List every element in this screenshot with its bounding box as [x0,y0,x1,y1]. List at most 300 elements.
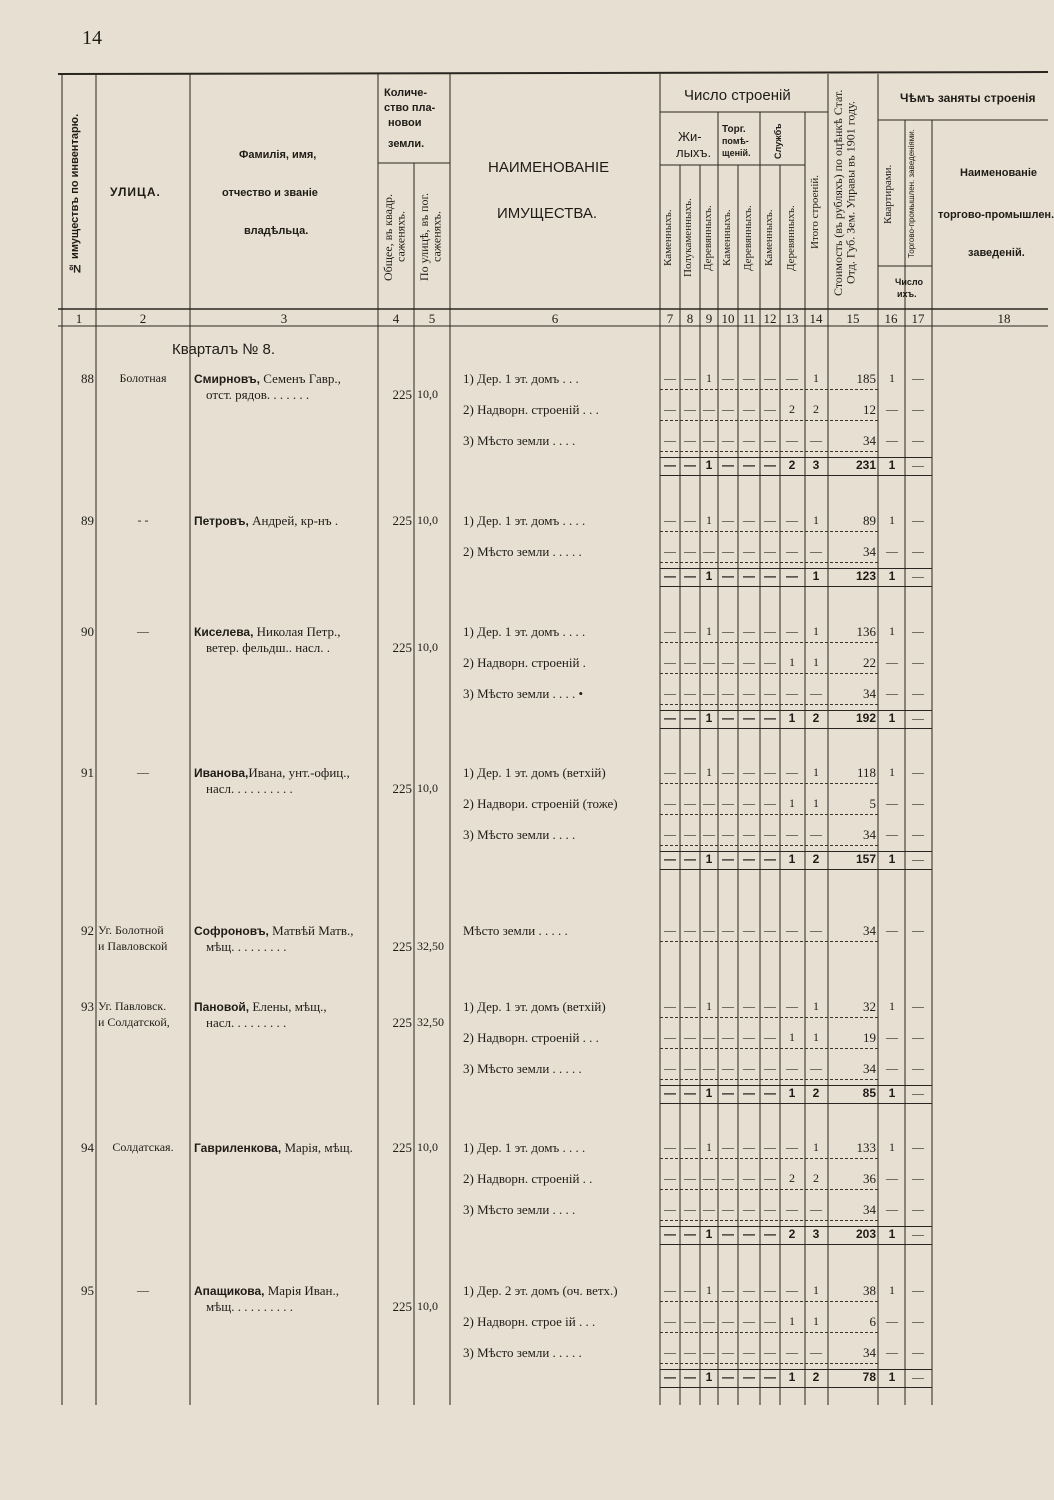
building-count: — [664,544,676,558]
entry-area: 225 [392,387,412,402]
item-underline [660,1079,878,1080]
item-underline [660,562,878,563]
header-est-name-l3: заведеній. [968,247,1025,259]
property-cost: 34 [863,1345,876,1360]
trade-count: — [912,433,924,447]
building-count: — [722,765,734,779]
quarter-title: Кварталъ № 8. [172,341,276,358]
building-count: — [743,655,755,669]
trade-count: — [912,1171,924,1185]
building-count: — [743,686,755,700]
building-count: — [684,923,696,937]
total-trade: — [912,1086,924,1100]
item-underline [660,673,878,674]
total-building-count: — [743,458,755,472]
trade-count: — [912,765,924,779]
total-trade: — [912,711,924,725]
total-cost: 78 [862,1370,876,1384]
building-count: — [743,923,755,937]
building-count: 1 [706,513,712,527]
column-number: 12 [763,311,777,326]
total-apartments: 1 [888,1086,896,1100]
apartments-count: — [886,655,898,669]
building-count: — [810,1345,822,1359]
entry-owner [194,1000,327,1013]
trade-count: — [912,686,924,700]
property-cost: 34 [863,544,876,559]
total-cost: 231 [855,458,876,472]
building-count: — [722,544,734,558]
header-land-l1: Количе- [384,87,428,99]
property-cost: 136 [856,624,876,639]
item-underline [660,451,878,452]
item-underline [660,1301,878,1302]
item-underline [660,1017,878,1018]
header-land-l2: ство пла- [384,102,436,114]
entry-street: Солдатская. [112,1140,174,1154]
apartments-count: 1 [889,624,895,638]
apartments-count: 1 [889,513,895,527]
column-number: 4 [392,311,400,326]
building-count: — [743,1314,755,1328]
building-count: — [684,796,696,810]
building-count: 2 [813,1171,819,1185]
total-rule-bottom [660,475,932,476]
total-building-count: — [764,458,776,472]
total-building-count: — [664,1227,676,1241]
column-number: 16 [884,311,898,326]
total-building-count: — [684,852,696,866]
header-service-stone: Каменныхъ. [763,209,775,267]
building-count: 2 [789,402,795,416]
entry-frontage: 10,0 [417,640,438,654]
building-count: — [703,1061,715,1075]
building-count: — [743,1171,755,1185]
entry-street: Уг. Павловск. [98,999,167,1013]
entry-owner [194,625,341,638]
building-count: — [764,827,776,841]
item-underline [660,1189,878,1190]
property-cost: 22 [863,655,876,670]
building-count: — [743,544,755,558]
building-count: — [743,999,755,1013]
building-count: — [684,1030,696,1044]
trade-count: — [912,1283,924,1297]
apartments-count: 1 [889,999,895,1013]
building-count: — [810,433,822,447]
total-rule-bottom [660,728,932,729]
building-count: — [684,433,696,447]
total-building-count: — [722,1227,734,1241]
total-building-count: 1 [788,852,796,866]
item-underline [660,1220,878,1221]
total-rule-bottom [660,1244,932,1245]
entry-number: 94 [81,1140,94,1155]
building-count: — [786,686,798,700]
entry-number: 92 [81,923,94,938]
column-number: 9 [705,311,713,326]
building-count: — [684,1140,696,1154]
header-inventory-no: № имуществъ по инвентарю. [69,113,81,275]
building-count: — [764,765,776,779]
apartments-count: — [886,686,898,700]
entry-street-line2: и Солдатской, [98,1015,170,1029]
property-cost: 34 [863,923,876,938]
header-residential-l2: лыхъ. [676,145,712,160]
building-count: — [810,686,822,700]
building-count: — [764,655,776,669]
building-count: — [764,1283,776,1297]
item-underline [660,845,878,846]
entry-number: 90 [81,624,94,639]
item-underline [660,420,878,421]
building-count: — [764,1345,776,1359]
building-count: — [722,655,734,669]
building-count: 1 [789,655,795,669]
building-count: — [786,513,798,527]
total-building-count: 1 [705,852,713,866]
property-item: 1) Дер. 1 эт. домъ (ветхій) [463,999,606,1014]
trade-count: — [912,999,924,1013]
entry-owner-line2: мѣщ. . . . . . . . . . [206,1299,294,1314]
trade-count: — [912,796,924,810]
header-stone: Каменныхъ. [662,209,674,267]
entry-owner-line2: ветер. фельдш.. насл. . [206,640,331,655]
building-count: — [764,1314,776,1328]
property-cost: 32 [863,999,876,1014]
property-cost: 118 [856,765,876,780]
total-building-count: — [743,852,755,866]
building-count: — [703,655,715,669]
building-count: — [664,513,676,527]
property-cost: 133 [856,1140,876,1155]
total-cost: 157 [855,852,876,866]
property-cost: 34 [863,1202,876,1217]
property-item: 1) Дер. 1 эт. домъ (ветхій) [463,765,606,780]
building-count: — [786,765,798,779]
total-building-count: — [684,458,696,472]
total-building-count: — [722,1370,734,1384]
trade-count: — [912,1314,924,1328]
building-count: — [743,1030,755,1044]
building-count: 1 [789,1030,795,1044]
entry-owner [194,514,338,527]
header-half-stone: Полукаменныхъ. [682,198,694,278]
property-cost: 6 [869,1314,876,1329]
owner-surname: Петровъ, [194,514,249,528]
entry-street-line2: и Павловской [98,939,168,953]
entry-area: 225 [392,513,412,528]
column-number: 1 [75,311,83,326]
entry-owner-line2: насл. . . . . . . . . [206,1015,287,1030]
building-count: — [786,1283,798,1297]
apartments-count: — [886,923,898,937]
building-count: — [810,544,822,558]
property-cost: 38 [863,1283,876,1298]
total-building-count: 1 [705,1227,713,1241]
building-count: — [722,402,734,416]
building-count: — [810,1061,822,1075]
building-count: — [764,402,776,416]
entry-frontage: 10,0 [417,1299,438,1313]
header-land-frontage: По улицѣ, въ пог. саженяхъ. [417,192,444,282]
building-count: — [743,1140,755,1154]
total-rule-bottom [660,586,932,587]
building-count: — [684,1061,696,1075]
entry-number: 95 [81,1283,94,1298]
column-number: 6 [551,311,559,326]
total-building-count: 1 [705,711,713,725]
building-count: — [664,796,676,810]
building-count: — [743,402,755,416]
trade-count: — [912,1202,924,1216]
building-count: — [764,371,776,385]
building-count: — [684,1283,696,1297]
total-building-count: — [743,569,755,583]
total-building-count: — [743,1227,755,1241]
entry-street: Уг. Болотной [98,923,164,937]
building-count: — [703,402,715,416]
header-owner-l1: Фамилія, имя, [239,149,317,161]
column-number: 10 [721,311,735,326]
building-count: — [703,686,715,700]
total-cost: 192 [855,711,876,725]
total-building-count: 2 [812,852,820,866]
item-underline [660,642,878,643]
total-building-count: 3 [812,1227,820,1241]
header-service: Службъ [773,123,783,159]
building-count: — [703,433,715,447]
entry-frontage: 10,0 [417,781,438,795]
trade-count: — [912,1061,924,1075]
entry-frontage: 10,0 [417,1140,438,1154]
total-building-count: 2 [812,1370,820,1384]
total-apartments: 1 [888,852,896,866]
total-trade: — [912,569,924,583]
total-apartments: 1 [888,458,896,472]
building-count: — [810,827,822,841]
building-count: — [664,765,676,779]
item-underline [660,1048,878,1049]
trade-count: — [912,1030,924,1044]
building-count: — [743,433,755,447]
header-property-l1: НАИМЕНОВАНІЕ [488,159,610,176]
entry-owner-line2: насл. . . . . . . . . . [206,781,293,796]
trade-count: — [912,923,924,937]
apartments-count: — [886,1171,898,1185]
building-count: — [743,827,755,841]
building-count: — [664,1061,676,1075]
column-number: 7 [666,311,674,326]
total-building-count: — [764,1227,776,1241]
apartments-count: — [886,402,898,416]
building-count: — [722,1030,734,1044]
building-count: — [664,1171,676,1185]
owner-surname: Киселева, [194,625,254,639]
header-occupied: Чѣмъ заняты строенія [900,91,1036,105]
entry-frontage: 32,50 [417,939,444,953]
property-item: 3) Мѣсто земли . . . . [463,1202,576,1217]
property-item: 1) Дер. 2 эт. домъ (оч. ветх.) [463,1283,618,1298]
header-est-name-l2: торгово-промышлен. [938,209,1054,221]
building-count: 2 [789,1171,795,1185]
total-building-count: — [684,1086,696,1100]
building-count: — [722,923,734,937]
building-count: — [722,1140,734,1154]
apartments-count: — [886,796,898,810]
building-count: — [764,624,776,638]
building-count: — [743,371,755,385]
owner-details: Семенъ Гавр., [260,371,341,386]
owner-details: Елены, мѣщ., [249,999,327,1014]
property-cost: 36 [863,1171,876,1186]
total-building-count: — [764,1370,776,1384]
total-trade: — [912,1227,924,1241]
building-count: — [664,1030,676,1044]
header-count-l2: ихъ. [897,289,917,299]
header-trade-wooden: Деревянныхъ. [742,205,754,271]
total-building-count: — [722,1086,734,1100]
trade-count: — [912,624,924,638]
property-cost: 12 [863,402,876,417]
building-count: — [786,371,798,385]
total-building-count: — [664,569,676,583]
apartments-count: 1 [889,1283,895,1297]
building-count: — [786,827,798,841]
building-count: 1 [706,624,712,638]
building-count: 1 [813,513,819,527]
building-count: — [703,796,715,810]
building-count: — [664,686,676,700]
property-cost: 34 [863,686,876,701]
item-underline [660,531,878,532]
entry-area: 225 [392,1015,412,1030]
entry-street: Болотная [119,371,167,385]
entry-area: 225 [392,1299,412,1314]
building-count: — [743,1283,755,1297]
apartments-count: — [886,544,898,558]
entry-owner [194,924,354,937]
entry-area: 225 [392,939,412,954]
entry-owner [194,1284,339,1297]
building-count: — [743,513,755,527]
apartments-count: 1 [889,765,895,779]
total-building-count: 1 [705,458,713,472]
building-count: — [764,923,776,937]
entry-street: — [137,765,149,779]
building-count: 1 [706,1140,712,1154]
building-count: — [684,1171,696,1185]
total-building-count: — [722,569,734,583]
trade-count: — [912,544,924,558]
column-number: 13 [785,311,799,326]
building-count: 1 [813,371,819,385]
total-building-count: — [664,1086,676,1100]
total-building-count: — [684,569,696,583]
header-trade-stone: Каменныхъ. [721,209,733,267]
header-trade-l3: щеній. [722,148,751,158]
building-count: 1 [813,1314,819,1328]
column-number: 2 [139,311,147,326]
building-count: — [703,827,715,841]
total-building-count: 1 [812,569,820,583]
building-count: — [664,371,676,385]
building-count: — [722,1283,734,1297]
building-count: — [764,433,776,447]
item-underline [660,389,878,390]
building-count: — [684,513,696,527]
building-count: 1 [813,655,819,669]
property-item: 2) Надворн. строеній . . . [463,402,599,417]
property-item: 3) Мѣсто земли . . . . . [463,1061,582,1076]
entry-frontage: 10,0 [417,513,438,527]
building-count: — [664,402,676,416]
owner-details: Андрей, кр-нъ . [248,513,339,528]
entry-owner [194,766,350,779]
owner-details: Матвѣй Матв., [268,923,354,938]
property-item: 2) Надворн. строеній . . [463,1171,593,1186]
owner-details: Николая Петр., [253,624,341,639]
property-cost: 185 [856,371,876,386]
total-building-count: — [684,1370,696,1384]
column-number: 15 [846,311,860,326]
total-building-count: 1 [788,711,796,725]
total-trade: — [912,1370,924,1384]
building-count: — [664,433,676,447]
entry-number: 88 [81,371,94,386]
entry-owner-line2: отст. рядов. . . . . . . [206,387,310,402]
building-count: — [684,1202,696,1216]
building-count: — [703,544,715,558]
total-cost: 123 [855,569,876,583]
total-building-count: 2 [812,1086,820,1100]
header-owner-l2: отчество и званіе [222,187,318,199]
building-count: 1 [813,1030,819,1044]
header-apartments: Квартирами. [882,164,894,224]
total-building-count: 1 [788,1370,796,1384]
building-count: — [722,624,734,638]
building-count: — [684,686,696,700]
apartments-count: — [886,433,898,447]
building-count: — [722,999,734,1013]
building-count: — [684,827,696,841]
total-apartments: 1 [888,711,896,725]
trade-count: — [912,1345,924,1359]
total-building-count: 2 [812,711,820,725]
column-number: 3 [280,311,288,326]
building-count: — [764,1171,776,1185]
item-underline [660,1332,878,1333]
building-count: — [684,765,696,779]
column-number: 14 [809,311,823,326]
building-count: — [764,1030,776,1044]
building-count: — [786,1140,798,1154]
header-service-wooden: Деревянныхъ. [785,205,797,271]
header-wooden: Деревянныхъ. [702,205,714,271]
building-count: — [786,1202,798,1216]
building-count: — [743,1345,755,1359]
building-count: — [703,923,715,937]
building-count: — [764,1140,776,1154]
entry-number: 91 [81,765,94,780]
building-count: — [703,1345,715,1359]
total-building-count: 2 [788,458,796,472]
entry-number: 93 [81,999,94,1014]
building-count: — [664,1314,676,1328]
property-item: 1) Дер. 1 эт. домъ . . . [463,371,579,386]
apartments-count: — [886,1061,898,1075]
entry-area: 225 [392,781,412,796]
